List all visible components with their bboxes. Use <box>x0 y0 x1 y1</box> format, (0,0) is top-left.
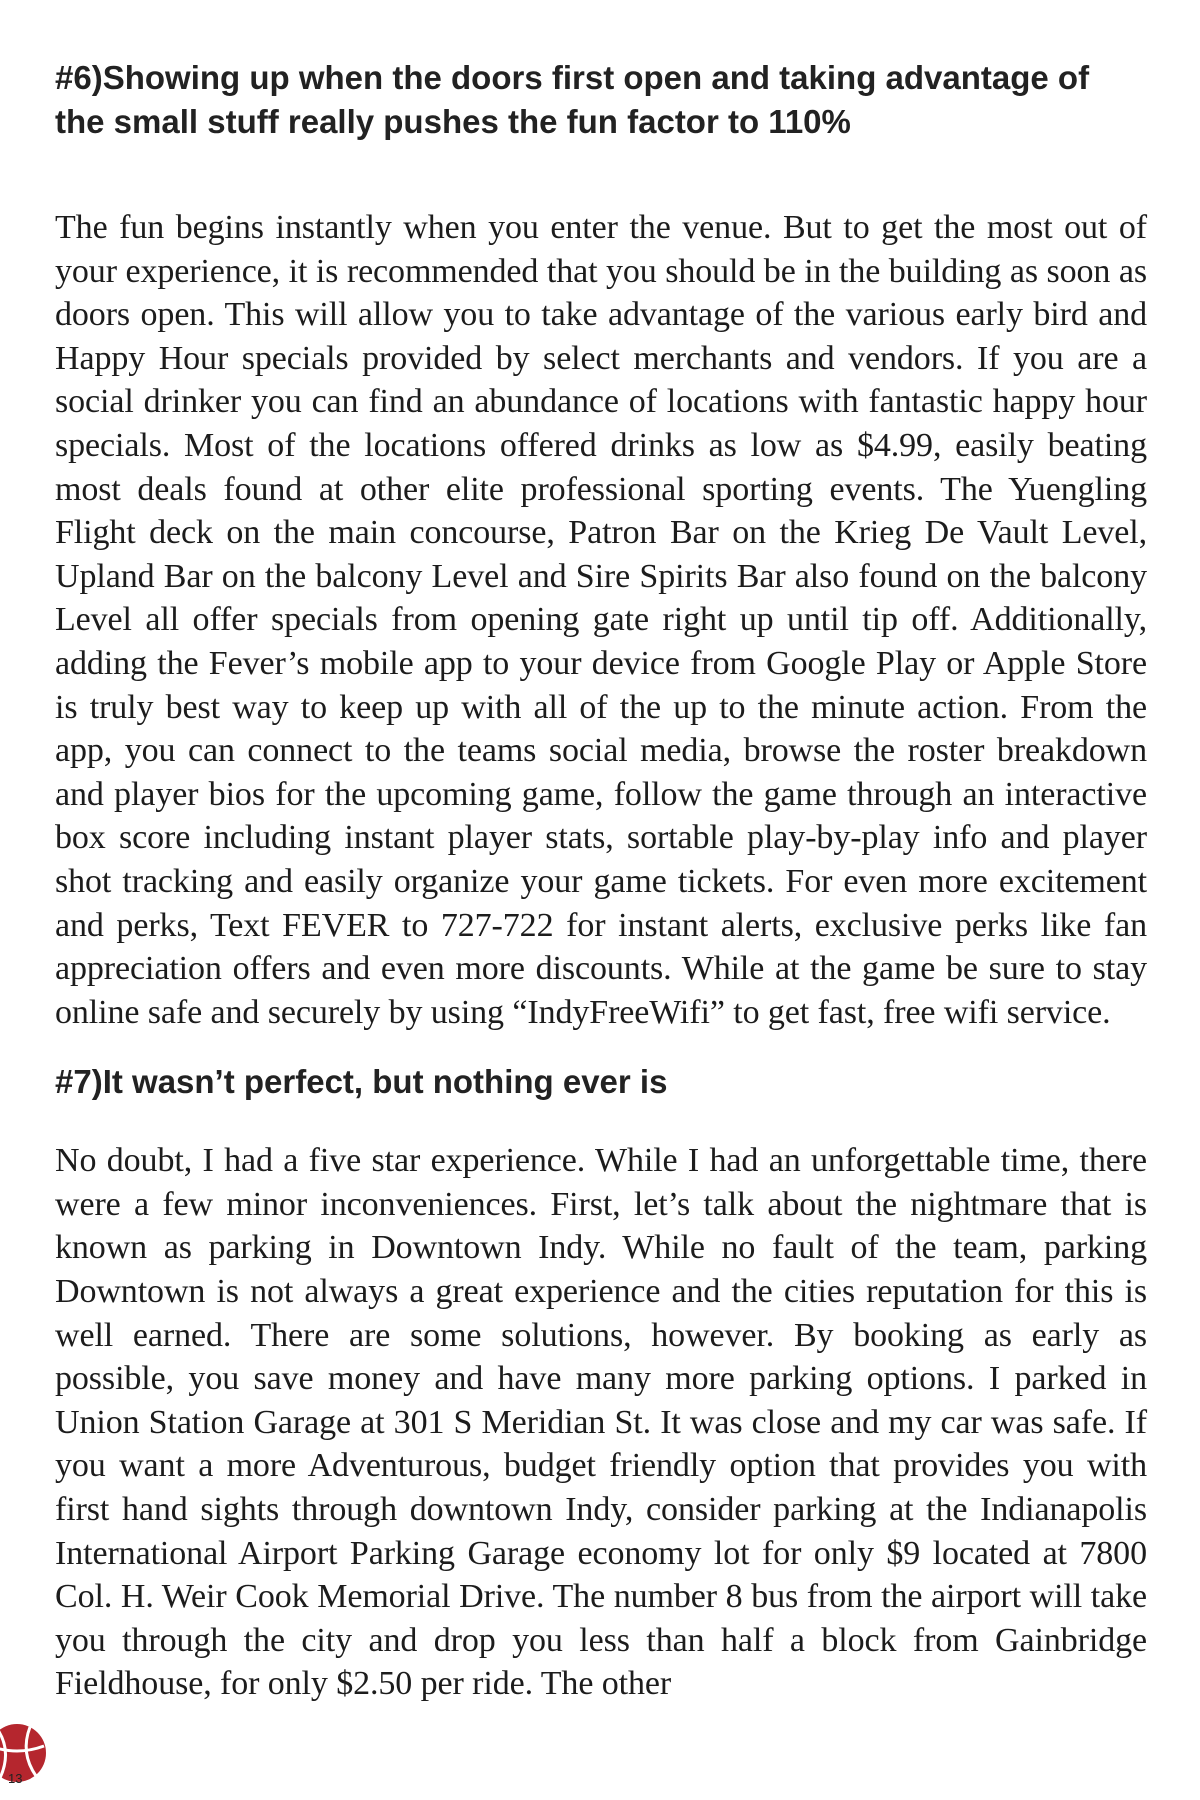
section-7-body: No doubt, I had a five star experience. While I had an unforgettable time, there were a few minor inconveniences. First, let’s talk about the nightmare that is known as parking in Downtown Indy. While no fault of the team, parking Downtown is not always a great experience and the cities reputation for this is well earned. There are some solutions, however. By booking as early as possible, you save money and have many more parking options. I parked in Union Station Garage at 301 S Meridian St. It was close and my car was safe. If you want a more Adventurous, budget friendly option that provides you with first hand sights through downtown Indy, consider parking at the Indianapolis International Airport Parking Garage economy lot for only $9 located at 7800 Col. H. Weir Cook Memorial Drive. The number 8 bus from the airport will take you through the city and drop you less than half a block from Gainbridge Fieldhouse, for only $2.50 per ride. The other <box>55 1142 1147 1703</box>
section-6-heading: #6)Showing up when the doors first open and taking advantage of the small stuff really pushes the fun factor to 110% <box>55 59 1090 140</box>
article-page <box>55 56 1147 1706</box>
page-number: 13 <box>8 1771 23 1786</box>
section-7-heading: #7)It wasn’t perfect, but nothing ever is <box>55 1063 668 1101</box>
section-6-body: The fun begins instantly when you enter the venue. But to get the most out of your experience, it is recommended that you should be in the building as soon as doors open. This will allow you to take advantage of the various early bird and Happy Hour specials provided by select merchants and vendors. If you are a social drinker you can find an abundance of locations with fantastic happy hour specials. Most of the locations offered drinks as low as $4.99, easily beating most deals found at other elite professional sporting events. The Yuengling Flight deck on the main concourse, Patron Bar on the Krieg De Vault Level, Upland Bar on the balcony Level and Sire Spirits Bar also found on the balcony Level all offer specials from opening gate right up until tip off. Additionally, adding the Fever’s mobile app to your device from Google Play or Apple Store is truly best way to keep up with all of the up to the minute action. From the app, you can connect to the teams social media, browse the roster breakdown and player bios for the upcoming game, follow the game through an interactive box score including instant player stats, sortable play-by-play info and player shot tracking and easily organize your game tickets. For even more excitement and perks, Text FEVER to 727-722 for instant alerts, exclusive perks like fan appreciation offers and even more discounts. While at the game be sure to stay online safe and securely by using “IndyFreeWifi” to get fast, free wifi service. <box>55 209 1147 1031</box>
